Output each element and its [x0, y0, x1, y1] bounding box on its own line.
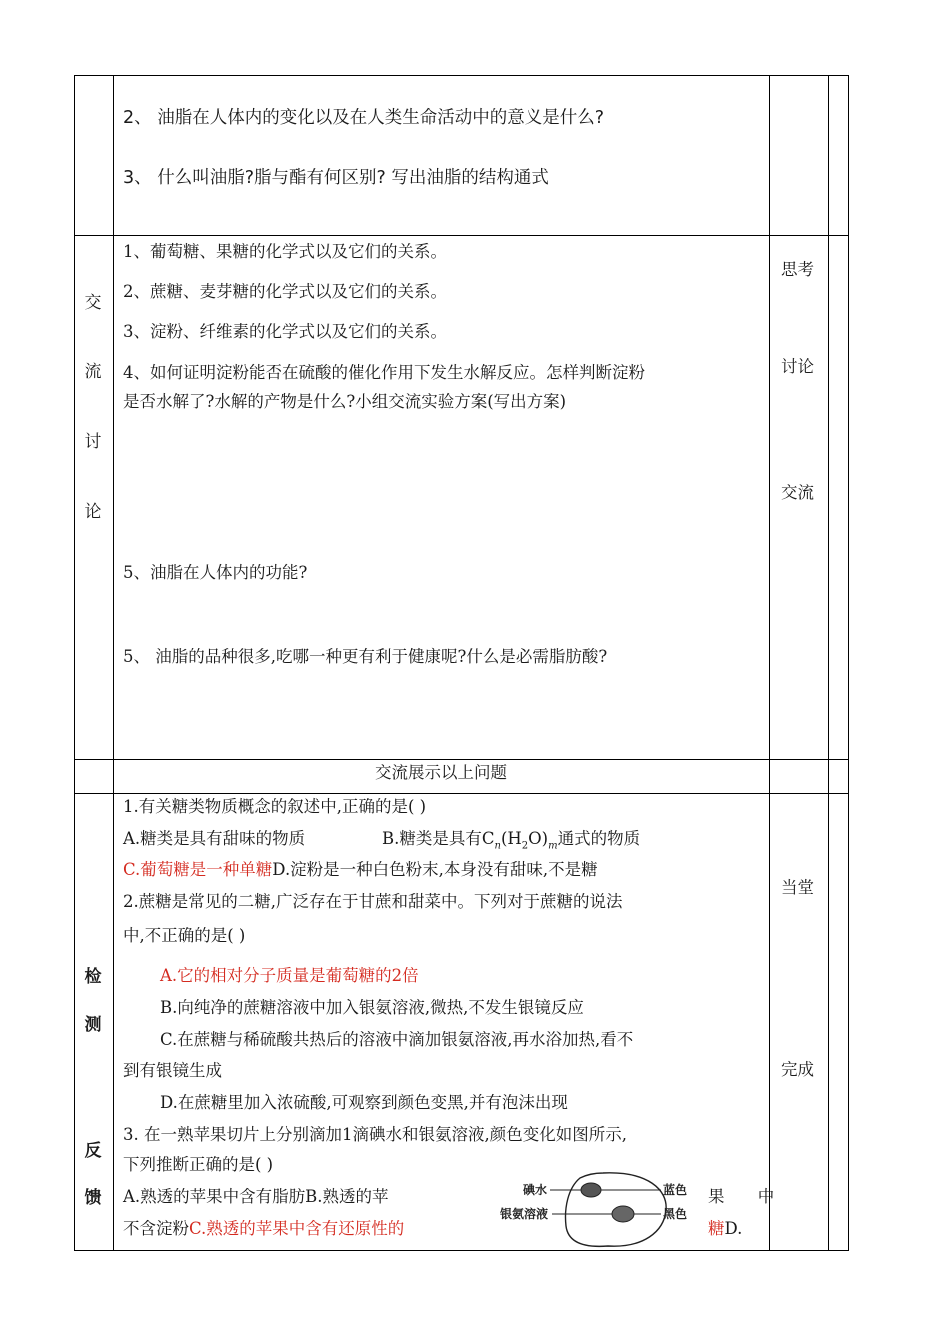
discussion-note-1: 思考 [781, 260, 814, 279]
table-top-border [74, 75, 849, 76]
iodine-spot [581, 1183, 601, 1197]
test-side-char-1: 检 [84, 967, 102, 987]
q1-options-c-d [123, 860, 598, 880]
q3-stem-line-2: 下列推断正确的是( ) [123, 1155, 274, 1174]
q3-line-2-right: 糖D. [708, 1219, 743, 1238]
col-divider-2 [769, 75, 770, 1251]
q1-option-c: C.葡萄糖是一种单糖 [123, 860, 273, 879]
row-divider-1 [74, 235, 849, 236]
discussion-item-2: 2、蔗糖、麦芽糖的化学式以及它们的关系。 [123, 282, 447, 301]
label-black: 黑色 [663, 1207, 688, 1221]
col-divider-3 [828, 75, 829, 1251]
q1-option-b: B.糖类是具有$C_n(H_2O)_m$通式的物质 [382, 829, 641, 852]
discussion-note-2: 讨论 [781, 357, 814, 376]
q3-line-2-left: 不含淀粉C.熟透的苹果中含有还原性的 [123, 1219, 405, 1238]
discussion-item-5: 5、油脂在人体内的功能? [123, 563, 308, 582]
test-side-char-2: 测 [84, 1015, 102, 1035]
q3-line-1-left: A.熟透的苹果中含有脂肪B.熟透的苹 [123, 1187, 389, 1206]
q2-option-b: B.向纯净的蔗糖溶液中加入银氨溶液,微热,不发生银镜反应 [160, 998, 584, 1017]
q1-option-a: A.糖类是具有甜味的物质 [123, 829, 306, 848]
q1-stem: 1.有关糖类物质概念的叙述中,正确的是( ) [123, 797, 427, 816]
discussion-note-3: 交流 [781, 483, 814, 502]
test-side-char-3: 反 [84, 1141, 102, 1161]
discussion-item-3: 3、淀粉、纤维素的化学式以及它们的关系。 [123, 322, 447, 341]
label-blue: 蓝色 [663, 1183, 688, 1197]
label-iodine: 碘水 [523, 1183, 548, 1197]
q2-option-c-line-1: C.在蔗糖与稀硫酸共热后的溶液中滴加银氨溶液,再水浴加热,看不 [160, 1030, 634, 1049]
discussion-side-char-1: 交 [84, 293, 102, 313]
table-bottom-border [74, 1250, 849, 1251]
exchange-row-text: 交流展示以上问题 [375, 763, 507, 782]
q3-stem-line-1: 3. 在一熟苹果切片上分别滴加1滴碘水和银氨溶液,颜色变化如图所示, [123, 1125, 627, 1144]
q2-stem-line-1: 2.蔗糖是常见的二糖,广泛存在于甘蔗和甜菜中。下列对于蔗糖的说法 [123, 892, 623, 911]
row-divider-3 [74, 793, 849, 794]
q2-option-a: A.它的相对分子质量是葡萄糖的2倍 [160, 966, 419, 985]
discussion-item-4: 4、如何证明淀粉能否在硫酸的催化作用下发生水解反应。怎样判断淀粉 [123, 363, 645, 382]
apple-slice-figure [500, 1168, 698, 1250]
q3-line-1-right: 果 中 [708, 1187, 789, 1206]
q1-option-d: D.淀粉是一种白色粉末,本身没有甜味,不是糖 [272, 860, 598, 879]
discussion-side-char-3: 讨 [84, 432, 102, 452]
section1-question-2: 2、 油脂在人体内的变化以及在人类生命活动中的意义是什么? [123, 108, 604, 128]
q2-option-d: D.在蔗糖里加入浓硫酸,可观察到颜色变黑,并有泡沫出现 [160, 1093, 568, 1112]
col-left-border [74, 75, 75, 1251]
test-side-char-4: 馈 [84, 1188, 102, 1208]
label-silver: 银氨溶液 [500, 1207, 549, 1221]
test-note-2: 完成 [781, 1060, 814, 1079]
col-right-border [848, 75, 849, 1251]
col-divider-1 [113, 75, 114, 1251]
q2-option-c-line-2: 到有银镜生成 [123, 1061, 222, 1080]
discussion-side-char-4: 论 [84, 502, 102, 522]
silver-spot [612, 1206, 634, 1222]
discussion-item-6: 5、 油脂的品种很多,吃哪一种更有利于健康呢?什么是必需脂肪酸? [123, 647, 608, 666]
row-divider-2 [74, 759, 849, 760]
q2-stem-line-2: 中,不正确的是( ) [123, 926, 246, 945]
test-note-1: 当堂 [781, 878, 814, 897]
discussion-side-char-2: 流 [84, 362, 102, 382]
section1-question-3: 3、 什么叫油脂?脂与酯有何区别? 写出油脂的结构通式 [123, 168, 549, 188]
discussion-item-1: 1、葡萄糖、果糖的化学式以及它们的关系。 [123, 242, 447, 261]
discussion-item-4-cont: 是否水解了?水解的产物是什么?小组交流实验方案(写出方案) [123, 392, 567, 411]
